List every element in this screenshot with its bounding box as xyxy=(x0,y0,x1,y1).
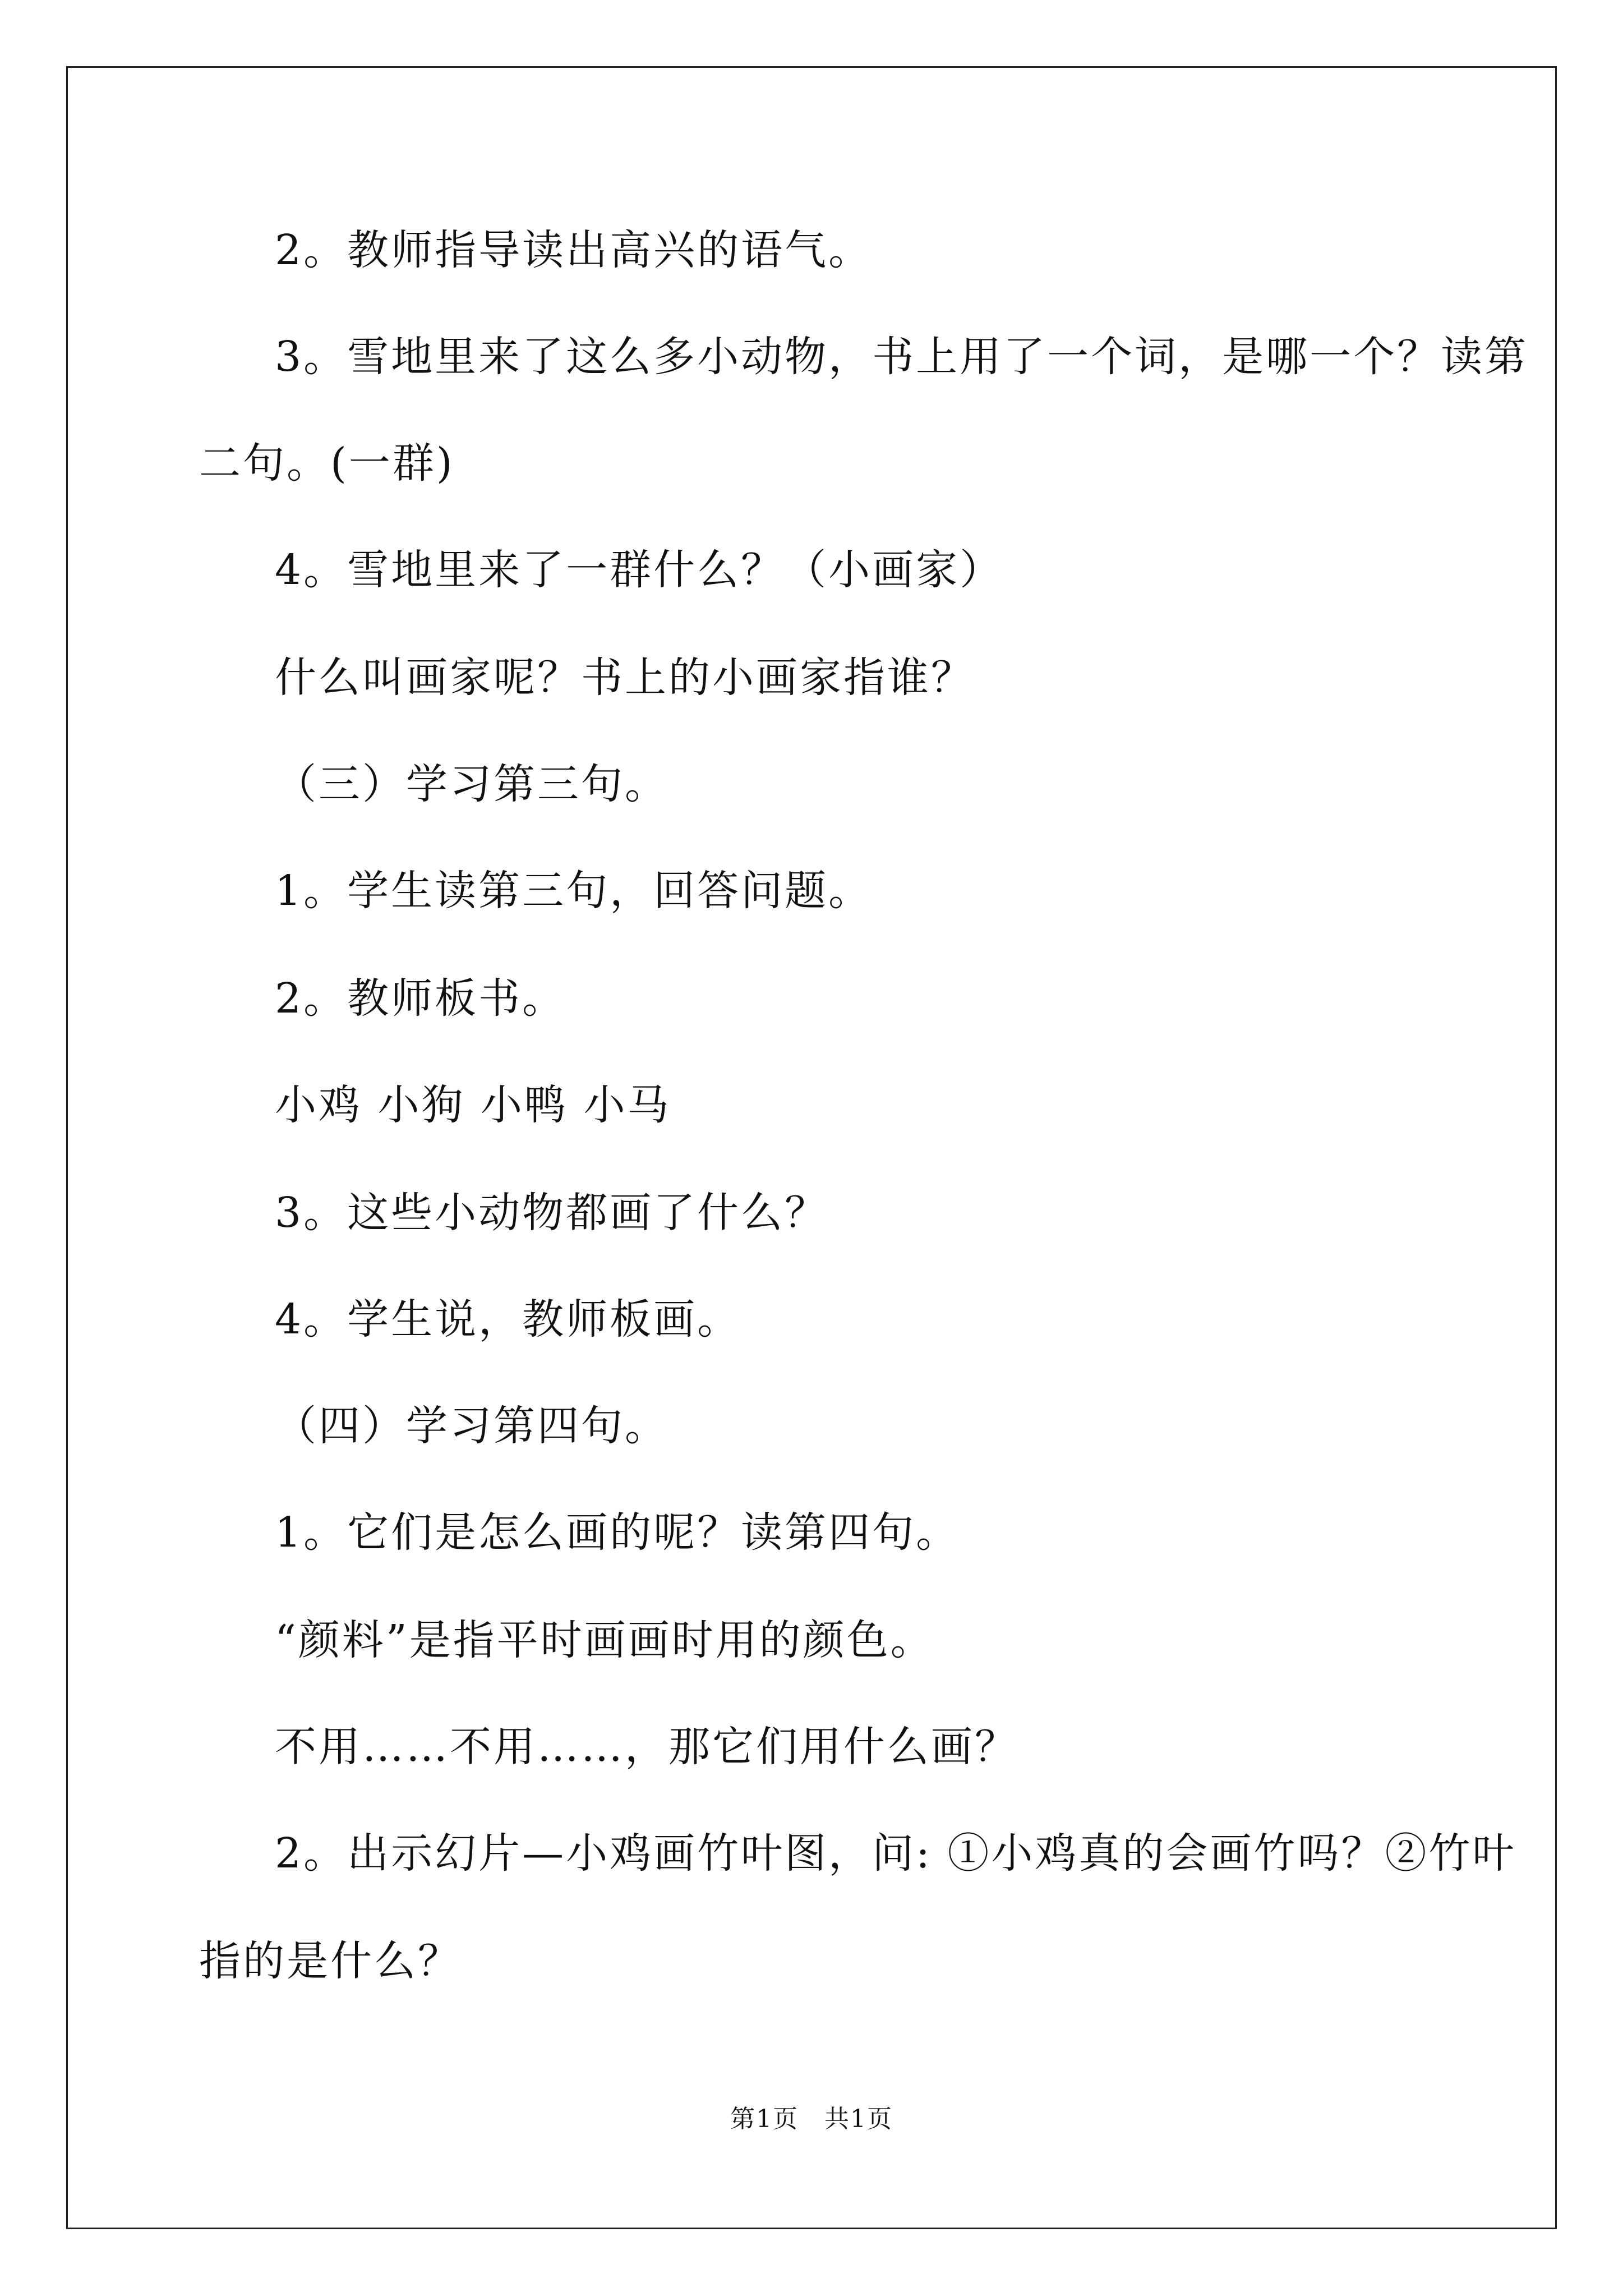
paragraph-line-17: 指的是什么？ xyxy=(199,1937,462,1985)
paragraph-line-14: “颜料”是指平时画画时用的颜色。 xyxy=(275,1616,934,1664)
paragraph-line-13: 1。它们是怎么画的呢？读第四句。 xyxy=(275,1508,960,1557)
paragraph-line-9: 小鸡 小狗 小鸭 小马 xyxy=(275,1081,671,1129)
paragraph-line-10: 3。这些小动物都画了什么？ xyxy=(275,1189,829,1237)
paragraph-line-2: 3。雪地里来了这么多小动物，书上用了一个词，是哪一个？读第 xyxy=(275,333,1529,381)
paragraph-line-15: 不用……不用……，那它们用什么画？ xyxy=(275,1723,1018,1771)
paragraph-line-11: 4。学生说，教师板画。 xyxy=(275,1295,741,1343)
section-heading-4: （四）学习第四句。 xyxy=(275,1402,668,1450)
page-footer: 第1页 共1页 xyxy=(730,2105,893,2133)
paragraph-line-4: 4。雪地里来了一群什么？（小画家） xyxy=(275,546,1004,594)
paragraph-line-1: 2。教师指导读出高兴的语气。 xyxy=(275,226,873,274)
page-border xyxy=(66,66,1557,2229)
section-heading-3: （三）学习第三句。 xyxy=(275,760,668,808)
paragraph-line-7: 1。学生读第三句，回答问题。 xyxy=(275,867,873,915)
paragraph-line-3: 二句。(一群) xyxy=(199,439,455,487)
paragraph-line-16: 2。出示幻片—小鸡画竹叶图，问: ①小鸡真的会画竹吗？②竹叶 xyxy=(275,1829,1516,1878)
paragraph-line-8: 2。教师板书。 xyxy=(275,974,566,1023)
paragraph-line-5: 什么叫画家呢？书上的小画家指谁？ xyxy=(275,654,975,702)
